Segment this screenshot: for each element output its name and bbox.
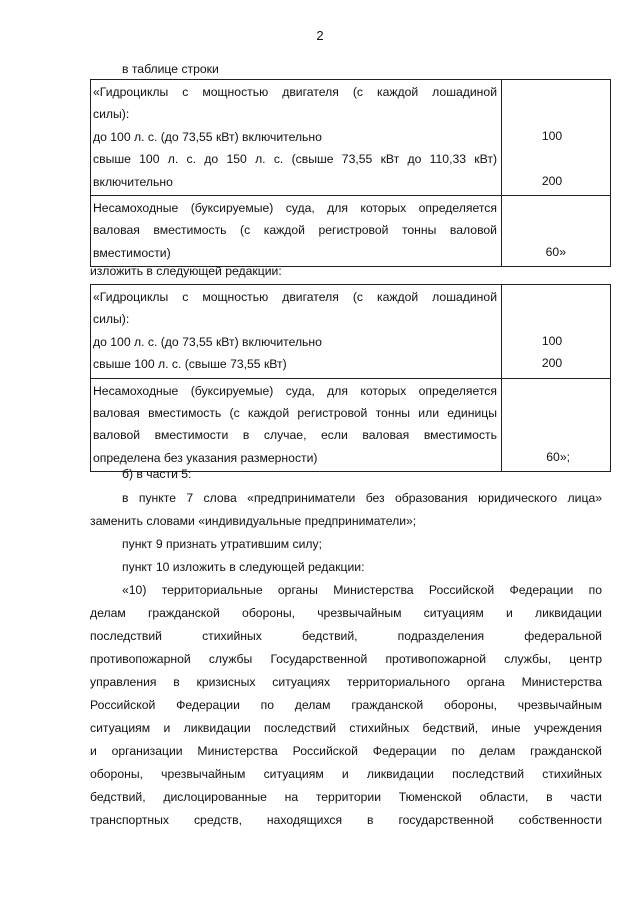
table-text-line: «Гидроциклы с мощностью двигателя (с каждой лошадиной bbox=[93, 85, 497, 99]
paragraph-point7-line1: в пункте 7 слова «предприниматели без образования юридического лица» bbox=[122, 491, 602, 505]
table-text-line: Несамоходные (буксируемые) суда, для которых определяется bbox=[93, 383, 497, 398]
paragraph-text-line: обороны, чрезвычайным ситуациям и ликвидации последствий стихийных bbox=[90, 767, 602, 781]
paragraph-text-line: делам гражданской обороны, чрезвычайным ситуациям и ликвидации bbox=[90, 606, 602, 620]
paragraph-text-line: и организации Министерства Российской Федерации по делам гражданской bbox=[90, 744, 602, 758]
table-text-line: валовая вместимость (с каждой регистровой тонны или единицы bbox=[93, 405, 497, 420]
rate-value: 200 bbox=[541, 173, 563, 188]
paragraph-text-line: ситуациям и ликвидации последствий стихийных бедствий, иные учреждения bbox=[90, 721, 602, 735]
rate-value: 60»; bbox=[546, 449, 570, 464]
paragraph-text-line: транспортных средств, находящихся в государственной собственности bbox=[90, 813, 602, 827]
table-text-line: валовой вместимости в случае, если валовая вместимость bbox=[93, 428, 497, 443]
table-row bbox=[91, 195, 611, 266]
old-rates-table bbox=[90, 79, 611, 267]
new-rates-table bbox=[90, 284, 611, 472]
table-cell-description bbox=[91, 80, 502, 196]
paragraph-text-line: последствий стихийных бедствий, подразделения федеральной bbox=[90, 629, 602, 643]
table-text-line: вместимости) bbox=[93, 245, 171, 260]
rate-value: 100 bbox=[541, 333, 563, 348]
table-text-line: до 100 л. с. (до 73,55 кВт) включительно bbox=[93, 129, 322, 144]
table-text-line: Несамоходные (буксируемые) суда, для которых определяется bbox=[93, 200, 497, 215]
table-text-line: «Гидроциклы с мощностью двигателя (с каждой лошадиной bbox=[93, 290, 497, 304]
table-cell-rate bbox=[502, 195, 611, 266]
table-text-line: силы): bbox=[93, 107, 130, 122]
table-text-line: определена без указания размерности) bbox=[93, 450, 318, 465]
paragraph-text-line: бедствий, дислоцированные на территории Тюменской области, в части bbox=[90, 790, 602, 804]
rate-value: 60» bbox=[545, 244, 566, 259]
paragraph-point10: пункт 10 изложить в следующей редакции: bbox=[122, 560, 365, 574]
table-text-line: включительно bbox=[93, 174, 173, 189]
paragraph-text-line: противопожарной службы Государственной противопожарной службы, центр bbox=[90, 652, 602, 666]
table-text-line: до 100 л. с. (до 73,55 кВт) включительно bbox=[93, 334, 322, 349]
table-cell-description bbox=[91, 378, 502, 472]
paragraph-text-line: «10) территориальные органы Министерства Российской Федерации по bbox=[122, 583, 602, 597]
intro-line: в таблице строки bbox=[122, 62, 219, 76]
middle-line: изложить в следующей редакции: bbox=[90, 264, 282, 278]
table-text-line: силы): bbox=[93, 312, 130, 327]
table-cell-description bbox=[91, 195, 502, 266]
table-cell-rate bbox=[502, 378, 611, 472]
table-cell-rate bbox=[502, 80, 611, 196]
table-row bbox=[91, 80, 611, 196]
page-number: 2 bbox=[316, 28, 324, 43]
rate-value: 200 bbox=[541, 356, 563, 371]
paragraph-point7-line2: заменить словами «индивидуальные предприниматели»; bbox=[90, 514, 417, 528]
table-text-line: валовая вместимость (с каждой регистровой тонны валовой bbox=[93, 223, 497, 238]
paragraph-point9: пункт 9 признать утратившим силу; bbox=[122, 537, 323, 551]
paragraph-text-line: управления в кризисных ситуациях территориального органа Министерства bbox=[90, 675, 602, 689]
paragraph-part5: б) в части 5: bbox=[122, 467, 192, 481]
table-row bbox=[91, 285, 611, 379]
paragraph-text-line: Российской Федерации по делам гражданской обороны, чрезвычайным bbox=[90, 698, 602, 712]
rate-value: 100 bbox=[541, 128, 563, 143]
table-row bbox=[91, 378, 611, 472]
table-text-line: свыше 100 л. с. (свыше 73,55 кВт) bbox=[93, 357, 287, 372]
table-cell-description bbox=[91, 285, 502, 379]
table-text-line: свыше 100 л. с. до 150 л. с. (свыше 73,55 кВт до 110,33 кВт) bbox=[93, 152, 497, 167]
table-cell-rate bbox=[502, 285, 611, 379]
